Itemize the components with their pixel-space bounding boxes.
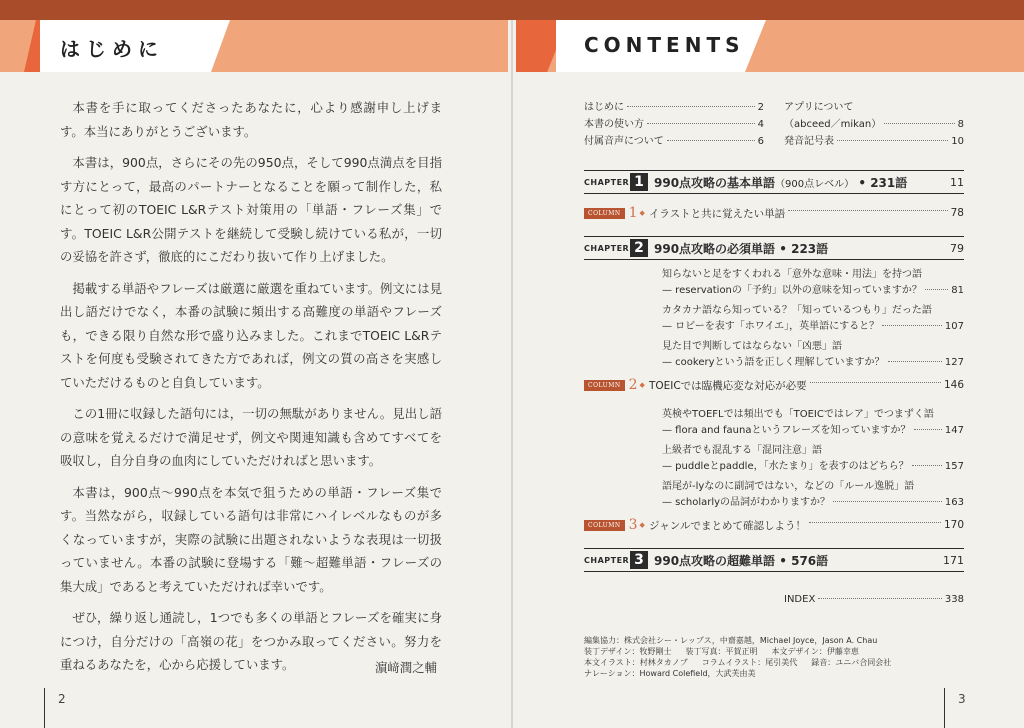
toc-label: 発音記号表: [784, 136, 834, 147]
entry-title: 英検やTOEFLでは頻出でも「TOEICではレア」でつまずく語: [662, 409, 934, 420]
index-page: 338: [944, 594, 964, 605]
toc-label: はじめに: [584, 102, 624, 113]
preface-paragraph: 本書を手に取ってくださったあなたに，心より感謝申し上げます。本当にありがとうございます。: [60, 100, 442, 139]
toc-entry[interactable]: [662, 441, 964, 473]
chapter-page: 79: [950, 241, 964, 255]
column-3-row[interactable]: [584, 516, 964, 534]
toc-row[interactable]: [784, 98, 964, 115]
toc-page: 10: [951, 136, 964, 147]
column-page: 78: [950, 207, 964, 219]
leader-dots: [809, 522, 941, 523]
entry-title: カタカナ語なら知っている？「知っているつもり」だった語: [662, 305, 932, 316]
credit-line: 装丁デザイン：牧野剛士 装丁写真：平賀正明 本文デザイン：伊藤幸恵: [584, 647, 859, 656]
leader-dots: [837, 140, 948, 141]
column-title: イラストと共に覚えたい単語: [648, 207, 786, 220]
front-matter-col-right: [784, 98, 964, 149]
page-marker-line: [44, 688, 45, 728]
author-signature: 濵﨑潤之輔: [375, 660, 437, 675]
diamond-icon: ◆: [639, 521, 645, 529]
column-page: 170: [943, 519, 964, 531]
leader-dots: [888, 361, 942, 362]
diamond-icon: ◆: [639, 381, 645, 389]
toc-entry[interactable]: [662, 405, 964, 437]
preface-body: [60, 96, 442, 685]
book-spine: [511, 20, 513, 728]
chapter-label: CHAPTER: [584, 177, 630, 187]
toc-page: 6: [757, 136, 764, 147]
chapter-1-row[interactable]: [584, 170, 964, 194]
column-2-row[interactable]: [584, 376, 964, 394]
leader-dots: [818, 598, 942, 599]
preface-paragraph: この1冊に収録した語句には，一切の無駄がありません。見出し語の意味を覚えるだけで満足せず，例文や関連知識も含めてすべてを吸収し，自分自身の血肉にしていただければと思います。: [60, 406, 442, 468]
entry-page: 127: [944, 357, 964, 368]
column-badge: COLUMN: [584, 520, 625, 531]
chapter-title: 990点攻略の必須単語 • 223語: [654, 241, 829, 256]
toc-entry[interactable]: [662, 337, 964, 369]
top-bar: [0, 0, 1024, 20]
leader-dots: [647, 123, 755, 124]
index-row[interactable]: [784, 594, 964, 605]
entry-subtitle: — ロビーを表す「ホワイエ」，英単語にすると？: [662, 321, 880, 332]
page-marker-line: [944, 688, 945, 728]
toc-entry[interactable]: [662, 477, 964, 509]
toc-row[interactable]: [584, 98, 764, 115]
toc-entry[interactable]: [662, 301, 964, 333]
leader-dots: [788, 210, 948, 211]
toc-label: アプリについて: [784, 102, 854, 113]
chapter-number: 2: [630, 239, 648, 257]
chapter-title: 990点攻略の超難単語 • 576語: [654, 553, 829, 568]
entry-page: 107: [944, 321, 964, 332]
entry-subtitle: — cookeryという語を正しく理解していますか？: [662, 357, 885, 368]
leader-dots: [833, 501, 942, 502]
leader-dots: [810, 382, 941, 383]
leader-dots: [882, 325, 942, 326]
toc-label: 本書の使い方: [584, 119, 644, 130]
column-number: 1: [628, 205, 638, 221]
leader-dots: [925, 289, 948, 290]
leader-dots: [667, 140, 755, 141]
entry-page: 157: [944, 461, 964, 472]
column-number: 3: [628, 517, 638, 533]
entry-subtitle: — puddleとpaddle，「水たまり」を表すのはどちら？: [662, 461, 909, 472]
credit-line: ナレーション：Howard Colefield，大武芙由美: [584, 669, 756, 678]
toc-row[interactable]: [784, 132, 964, 149]
front-matter-col-left: [584, 98, 764, 149]
preface-paragraph: 本書は，900点〜990点を本気で狙うための単語・フレーズ集です。当然ながら，収録している語句は非常にハイレベルなものが多くなっていますが，実際の試験に出題されないような表現は一切扱っていません。本番の試験に登場する「難〜超難単語・フレーズの集大成」であると考えていただければ幸いです。: [60, 484, 442, 594]
leader-dots: [914, 429, 942, 430]
column-number: 2: [628, 377, 638, 393]
page-number-left: 2: [58, 692, 66, 706]
column-badge: COLUMN: [584, 208, 625, 219]
page-title-preface: はじめに: [60, 37, 164, 61]
index-label: INDEX: [784, 594, 816, 605]
entry-page: 147: [944, 425, 964, 436]
credit-line: 本文イラスト：村林タカノブ コラムイラスト：尾引美代 録音：ユニバ合同会社: [584, 658, 892, 667]
entry-page: 81: [951, 285, 964, 296]
chapter-number: 1: [630, 173, 648, 191]
toc-label: 付属音声について: [584, 136, 664, 147]
chapter-number: 3: [630, 551, 648, 569]
toc-page: 4: [757, 119, 764, 130]
leader-dots: [884, 123, 954, 124]
toc-page: 2: [757, 102, 764, 113]
leader-dots: [627, 106, 755, 107]
preface-paragraph: 掲載する単語やフレーズは厳選に厳選を重ねています。例文には見出し語だけでなく，本番の試験に頻出する高難度の単語やフレーズも，できる限り自然な形で盛り込みました。これまでTOEIC L&Rテストを何度も受験されてきた方であれば，例文の質の高さを実感していただけるものと自負しています。: [60, 280, 442, 390]
chapter-label: CHAPTER: [584, 243, 630, 253]
chapter-page: 171: [943, 553, 964, 567]
entry-title: 語尾が-lyなのに副詞ではない，などの「ルール逸脱」語: [662, 481, 915, 492]
page-title-contents: CONTENTS: [584, 33, 745, 57]
leader-dots: [912, 465, 942, 466]
toc-page: 8: [957, 119, 964, 130]
toc-label: （abceed／mikan）: [784, 119, 882, 130]
column-badge: COLUMN: [584, 380, 625, 391]
chapter-3-row[interactable]: [584, 548, 964, 572]
entry-subtitle: — flora and faunaというフレーズを知っていますか？: [662, 425, 911, 436]
column-title: ジャンルでまとめて確認しよう！: [648, 519, 806, 532]
column-page: 146: [943, 379, 964, 391]
entry-title: 知らないと足をすくわれる「意外な意味・用法」を持つ語: [662, 269, 922, 280]
toc-row[interactable]: [584, 115, 764, 132]
toc-row[interactable]: [784, 115, 964, 132]
chapter-2-row[interactable]: [584, 236, 964, 260]
chapter-title: 990点攻略の基本単語（900点レベル） • 231語: [654, 175, 908, 190]
credit-line: 編集協力：株式会社シー・レップス，中齋嘉越，Michael Joyce，Jason A. Chau: [584, 636, 878, 645]
column-title: TOEICでは臨機応変な対応が必要: [648, 379, 807, 392]
credits: [584, 635, 905, 679]
entry-title: 上級者でも混乱する「混同注意」語: [662, 445, 822, 456]
chapter-label: CHAPTER: [584, 555, 630, 565]
chapter-page: 11: [950, 175, 964, 189]
preface-paragraph: 本書は，900点，さらにその先の950点，そして990点満点を目指す方にとって，最高のパートナーとなることを願って制作した，私にとって初のTOEIC L&Rテスト対策用の「単語・フレーズ集」です。TOEIC L&R公開テストを継続して受験し続けている私が，一切の妥協を許さず，徹底的にこだわり抜いて作り上げました。: [60, 155, 442, 264]
preface-paragraph: ぜひ，繰り返し通読し，1つでも多くの単語とフレーズを確実に身につけ，自分だけの「高嶺の花」をつかみ取ってください。努力を重ねるあなたを，心から応援しています。: [60, 610, 442, 672]
toc-row[interactable]: [584, 132, 764, 149]
entry-subtitle: — reservationの「予約」以外の意味を知っていますか？: [662, 285, 922, 296]
entry-subtitle: — scholarlyの品詞がわかりますか？: [662, 497, 831, 508]
toc-entry[interactable]: [662, 265, 964, 297]
column-1-row[interactable]: [584, 204, 964, 222]
page-number-right: 3: [958, 692, 966, 706]
entry-title: 見た目で判断してはならない「凶悪」語: [662, 341, 842, 352]
entry-page: 163: [944, 497, 964, 508]
diamond-icon: ◆: [639, 209, 645, 217]
